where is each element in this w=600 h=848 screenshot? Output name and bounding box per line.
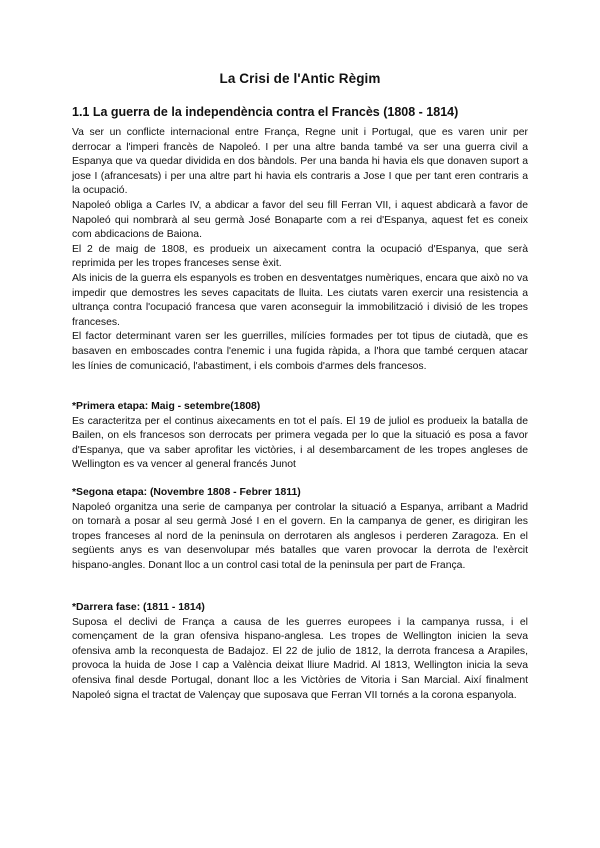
intro-section	[72, 126, 528, 374]
intro-paragraph: El factor determinant varen ser les guerrilles, milícies formades per tot tipus de ciutadà, que es basaven en emboscades contra l'enemic i una fugida ràpida, a l'hora que també cerquen atacar les línies de comunicació, l'abastiment, i els combois d'armes dels francesos.	[72, 331, 528, 372]
stage-section-first	[72, 400, 528, 473]
stage-heading: *Segona etapa: (Novembre 1808 - Febrer 1811)	[72, 487, 301, 498]
stage-section-second	[72, 486, 528, 574]
intro-paragraph: Va ser un conflicte internacional entre França, Regne unit i Portugal, que es varen unir per derrocar a l'imperi francès de Napoleó. I per una altre banda també va ser una guerra civil a Espanya que va quedar dividida en dos bàndols. Per una banda hi havia els que donaven suport a jose I (afrancesats) i per una altre part hi havia els contraris a Jose I que per tant eren contraris a la ocupació.	[72, 127, 528, 197]
intro-paragraph: El 2 de maig de 1808, es produeix un aixecament contra la ocupació d'Espanya, que serà reprimida per les tropes franceses sense èxit.	[72, 243, 528, 270]
stage-heading: *Primera etapa: Maig - setembre(1808)	[72, 401, 261, 412]
stage-heading: *Darrera fase: (1811 - 1814)	[72, 602, 205, 613]
document-title: La Crisi de l'Antic Règim	[219, 71, 381, 86]
stage-paragraph: Suposa el declivi de França a causa de les guerres europees i la campanya russa, i el començament de la gran ofensiva hispano-anglesa. Les tropes de Wellington inicien la seva ofensiva amb la reconquesta de Badajoz. El 22 de julio de 1812, la derrota francesa a Arapiles, provoca la huida de Jose I cap a València deixat lliure Madrid. Al 1813, Wellington inicia la seva ofensiva final desde Portugal, donant lloc a les Victòries de Vitoria i San Marcial. Així finalment Napoleó signa el tractat de Valençay que suposava que Ferran VII tornés a la corona espanyola.	[72, 616, 528, 701]
intro-paragraph: Napoleó obliga a Carles IV, a abdicar a favor del seu fill Ferran VII, i aquest abdicarà a favor de Napoleó qui nombrarà al seu germà José Bonaparte com a rei d'Espanya, aquest fet es coneix com abdicacions de Baiona.	[72, 199, 528, 241]
section-heading: 1.1 La guerra de la independència contra el Francès (1808 - 1814)	[72, 105, 459, 119]
stage-paragraph: Es caracteritza per el continus aixecaments en tot el país. El 19 de juliol es produeix la batalla de Bailen, on els francesos son derrocats per primera vegada per lo que la situació es posa a favor d'Espanya, que va saber aprofitar les victòries, i al desembarcament de les tropes angleses de Wellington es va vencer al general francés Junot	[72, 415, 528, 471]
intro-paragraph: Als inicis de la guerra els espanyols es troben en desventatges numèriques, encara que això no va impedir que demostres les seves capacitats de lluita. Les ciutats varen exercir una resistencia a ultrança contra l'ocupació francesa que varen aconseguir la immobilització i divisió de les tropes franceses.	[72, 272, 528, 328]
stage-paragraph: Napoleó organitza una serie de campanya per controlar la situació a Espanya, arribant a Madrid on tornarà a posar al seu germà José I en el govern. En la campanya de gener, es dirigiran les tropes franceses al nord de la peninsula on derrotaren als anglesos i perderen Zaragoza. En el següents anys es van desenvolupar més batalles que varen provocar la derrota de l'exèrcit hispano-angles. Donant lloc a un control casi total de la peninsula per part de França.	[72, 501, 528, 571]
stage-section-final	[72, 601, 528, 703]
